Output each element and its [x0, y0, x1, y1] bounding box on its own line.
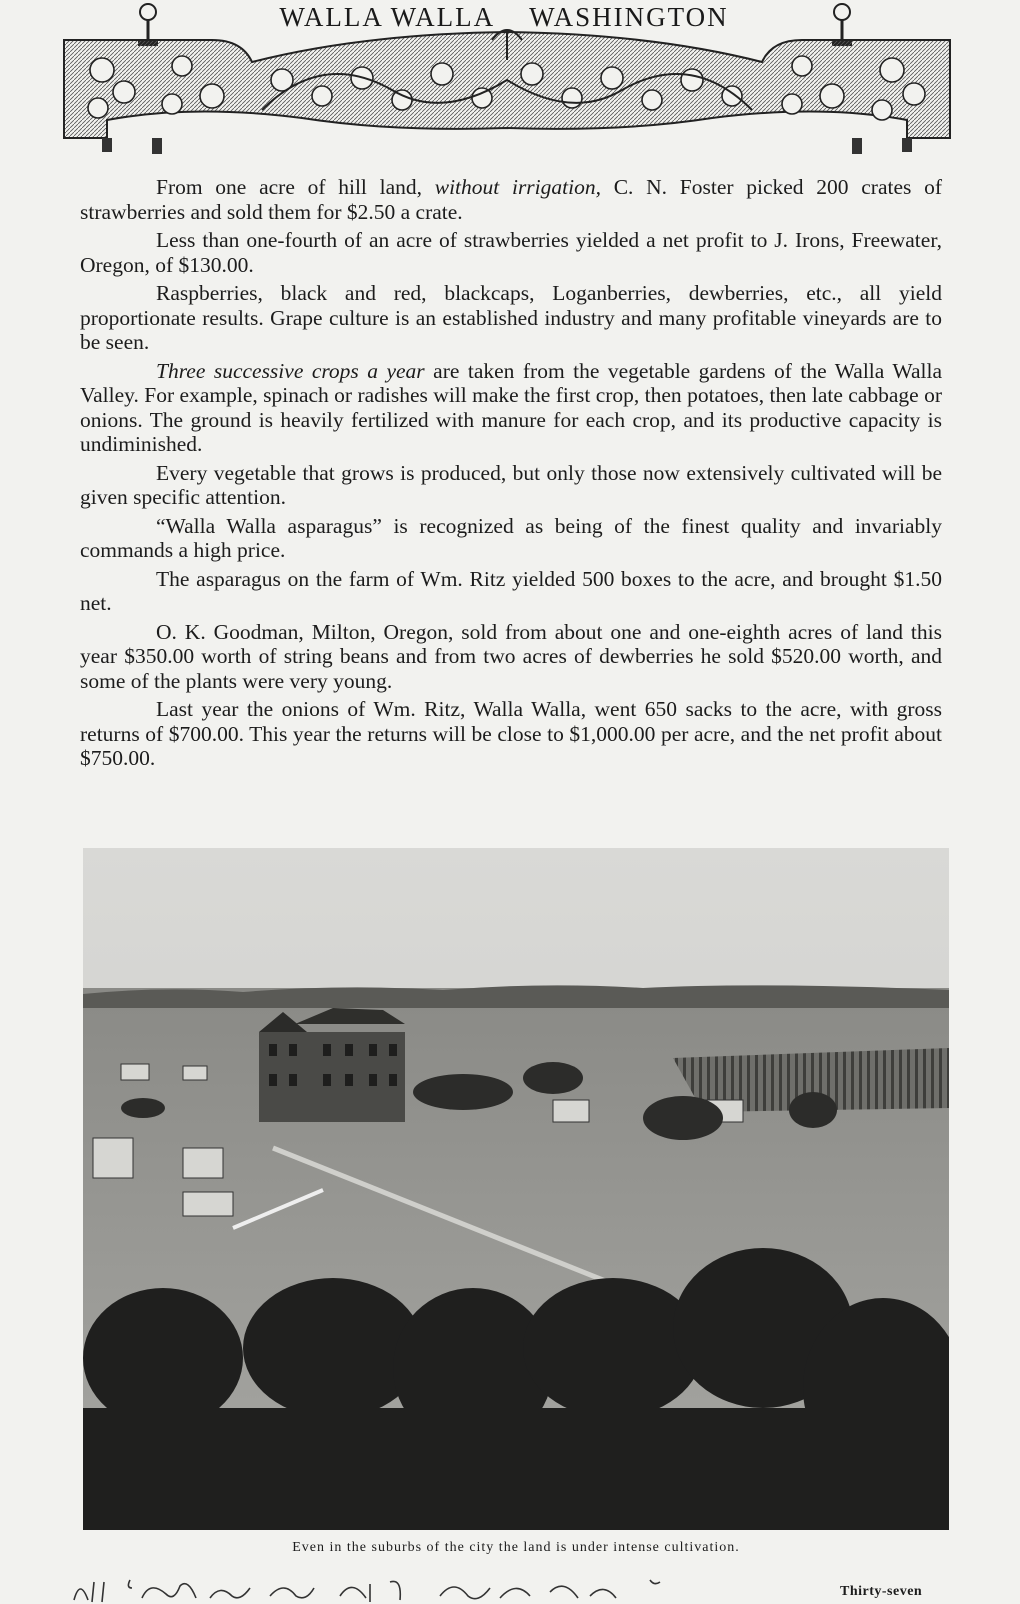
- page-header: [62, 0, 952, 165]
- title-right: WASHINGTON: [529, 2, 729, 32]
- emphasis-three-crops: Three successive crops a year: [156, 358, 425, 383]
- page-title: [184, 2, 824, 34]
- paragraph-asparagus: “Walla Walla asparagus” is recognized as being of the finest quality and invariably commands a high price.: [80, 513, 942, 562]
- paragraph-irons: Less than one-fourth of an acre of strawberries yielded a net profit to J. Irons, Freewater, Oregon, of $130.00.: [80, 228, 942, 277]
- landscape-photo: [83, 848, 949, 1530]
- title-left: WALLA WALLA: [279, 2, 496, 32]
- photo-caption: Even in the suburbs of the city the land is under intense cultivation.: [292, 1540, 740, 1555]
- paragraph-three-crops: Three successive crops a year are taken from the vegetable gardens of the Walla Walla Valley. For example, spinach or radishes will make the first crop, then potatoes, then late cabbage or onions. The ground is heavily fertilized with manure for each crop, and its productive capacity is undiminished.: [80, 358, 942, 456]
- paragraph-vegetables: Every vegetable that grows is produced, but only those now extensively cultivated will be given specific attention.: [80, 460, 942, 509]
- paragraph-goodman: O. K. Goodman, Milton, Oregon, sold from about one and one-eighth acres of land this year $350.00 worth of string beans and from two acres of dewberries he sold $520.00 worth, and some of the plants were very young.: [80, 619, 942, 693]
- paragraph-ritz-asparagus: The asparagus on the farm of Wm. Ritz yielded 500 boxes to the acre, and brought $1.50 net.: [80, 566, 942, 615]
- page-number: Thirty-seven: [840, 1584, 923, 1599]
- paragraph-raspberries: Raspberries, black and red, blackcaps, Loganberries, dewberries, etc., all yield proportionate results. Grape culture is an established industry and many profitable vineyards are to be seen.: [80, 281, 942, 354]
- emphasis-without-irrigation: without irrigation,: [434, 175, 601, 199]
- paragraph-foster: From one acre of hill land, without irrigation, C. N. Foster picked 200 crates of strawberries and sold them for $2.50 a crate.: [80, 175, 943, 224]
- article-body: [80, 175, 942, 775]
- paragraph-ritz-onions: Last year the onions of Wm. Ritz, Walla Walla, went 650 sacks to the acre, with gross returns of $700.00. This year the returns will be close to $1,000.00 per acre, and the net profit about $750.00.: [80, 697, 942, 770]
